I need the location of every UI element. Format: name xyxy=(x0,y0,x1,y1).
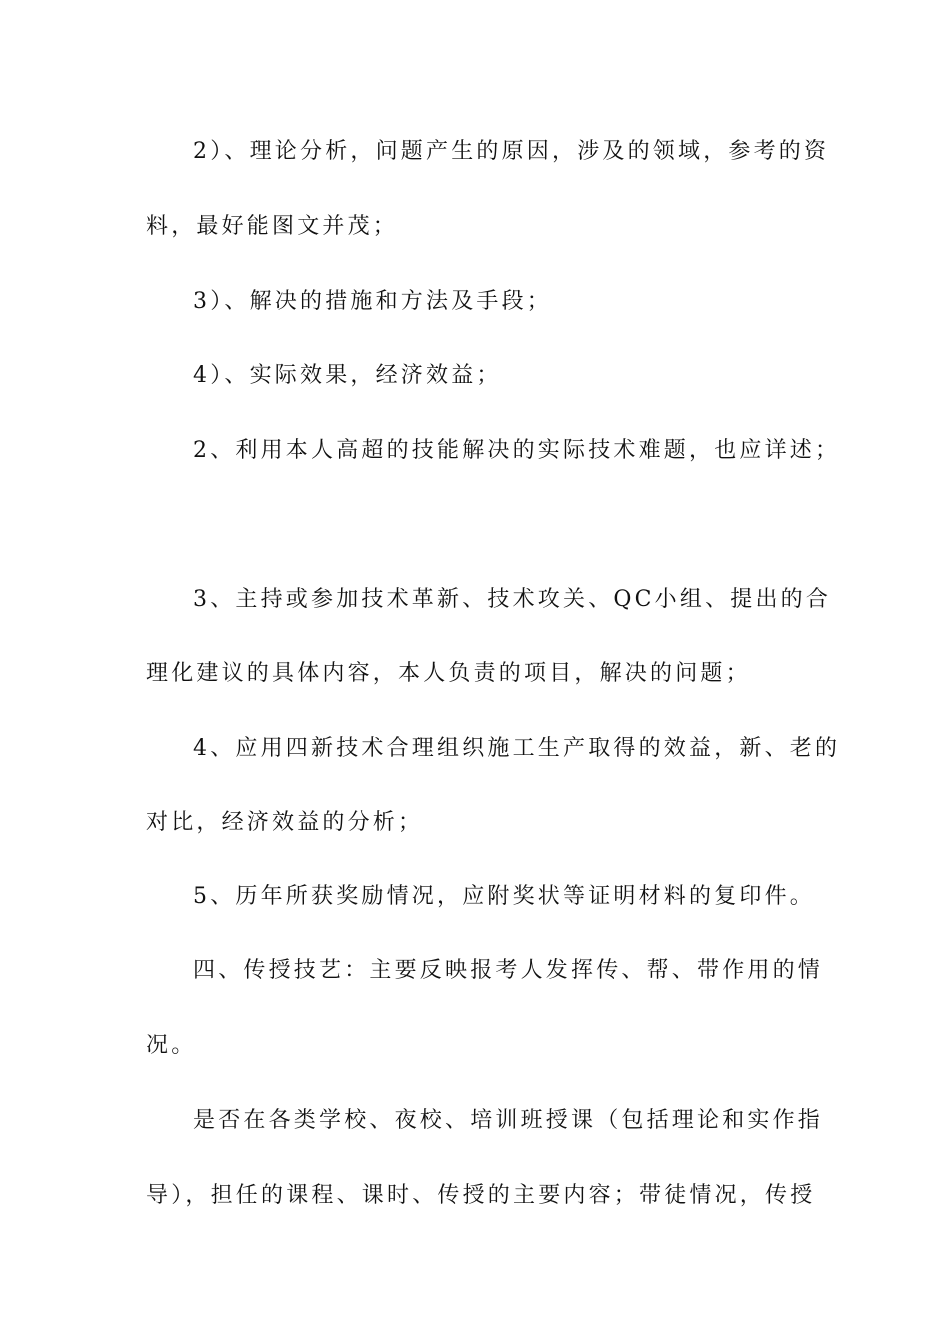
paragraph-line: 四、传授技艺：主要反映报考人发挥传、帮、带作用的情 xyxy=(193,958,824,983)
paragraph-line: 2）、理论分析，问题产生的原因，涉及的领域，参考的资 xyxy=(193,139,830,164)
paragraph-line: 料，最好能图文并茂； xyxy=(146,214,399,239)
paragraph-line: 4、应用四新技术合理组织施工生产取得的效益，新、老的 xyxy=(193,736,841,761)
paragraph-line: 理化建议的具体内容，本人负责的项目，解决的问题； xyxy=(146,661,751,686)
paragraph-line: 3）、解决的措施和方法及手段； xyxy=(193,289,552,314)
paragraph-line: 是否在各类学校、夜校、培训班授课（包括理论和实作指 xyxy=(193,1108,824,1133)
paragraph-line: 2、利用本人高超的技能解决的实际技术难题，也应详述； xyxy=(193,438,841,463)
paragraph-line: 5、历年所获奖励情况，应附奖状等证明材料的复印件。 xyxy=(193,884,815,909)
paragraph-line: 4）、实际效果，经济效益； xyxy=(193,363,502,388)
paragraph-line: 对比，经济效益的分析； xyxy=(146,810,424,835)
paragraph-line: 3、主持或参加技术革新、技术攻关、QC小组、提出的合 xyxy=(193,587,832,612)
paragraph-line: 况。 xyxy=(146,1033,197,1058)
paragraph-line: 导），担任的课程、课时、传授的主要内容；带徒情况，传授 xyxy=(146,1183,816,1208)
